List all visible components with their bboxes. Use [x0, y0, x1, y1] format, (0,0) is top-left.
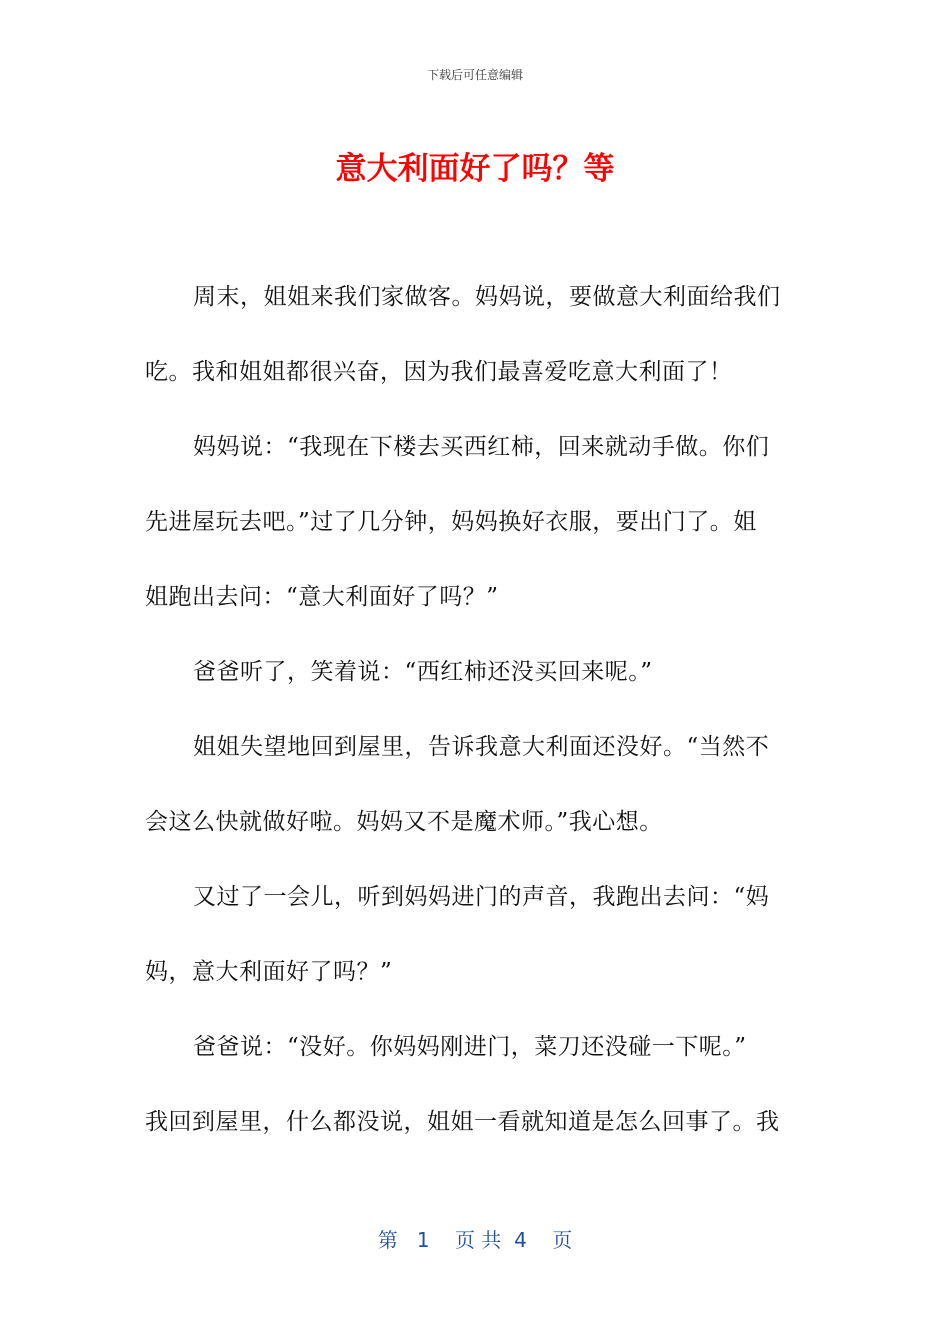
- paragraph-line: 会这么快就做好啦。妈妈又不是魔术师。”我心想。: [145, 809, 663, 835]
- page-number-footer: 第 1 页 共 4 页: [377, 1228, 573, 1252]
- paragraph-line: 姐姐失望地回到屋里，告诉我意大利面还没好。“当然不: [193, 734, 770, 760]
- paragraph-line: 爸爸说：“没好。你妈妈刚进门，菜刀还没碰一下呢。”: [193, 1034, 747, 1060]
- paragraph-line: 妈妈说：“我现在下楼去买西红柿，回来就动手做。你们: [193, 434, 770, 460]
- paragraph-line: 爸爸听了，笑着说：“西红柿还没买回来呢。”: [193, 659, 653, 685]
- paragraph-line: 又过了一会儿，听到妈妈进门的声音，我跑出去问：“妈: [193, 884, 770, 910]
- document-body: [145, 270, 793, 1170]
- paragraph-line: 妈，意大利面好了吗？”: [145, 959, 393, 985]
- paragraph-line: 我回到屋里，什么都没说，姐姐一看就知道是怎么回事了。我: [145, 1109, 780, 1135]
- header-note: 下载后可任意编辑: [426, 68, 523, 82]
- document-title: 意大利面好了吗？等: [335, 151, 615, 187]
- paragraph-line: 吃。我和姐姐都很兴奋，因为我们最喜爱吃意大利面了！: [145, 359, 733, 385]
- paragraph-line: 周末，姐姐来我们家做客。妈妈说，要做意大利面给我们: [193, 284, 781, 310]
- paragraph-line: 先进屋玩去吧。”过了几分钟，妈妈换好衣服，要出门了。姐: [145, 509, 757, 535]
- paragraph-line: 姐跑出去问：“意大利面好了吗？”: [145, 584, 499, 610]
